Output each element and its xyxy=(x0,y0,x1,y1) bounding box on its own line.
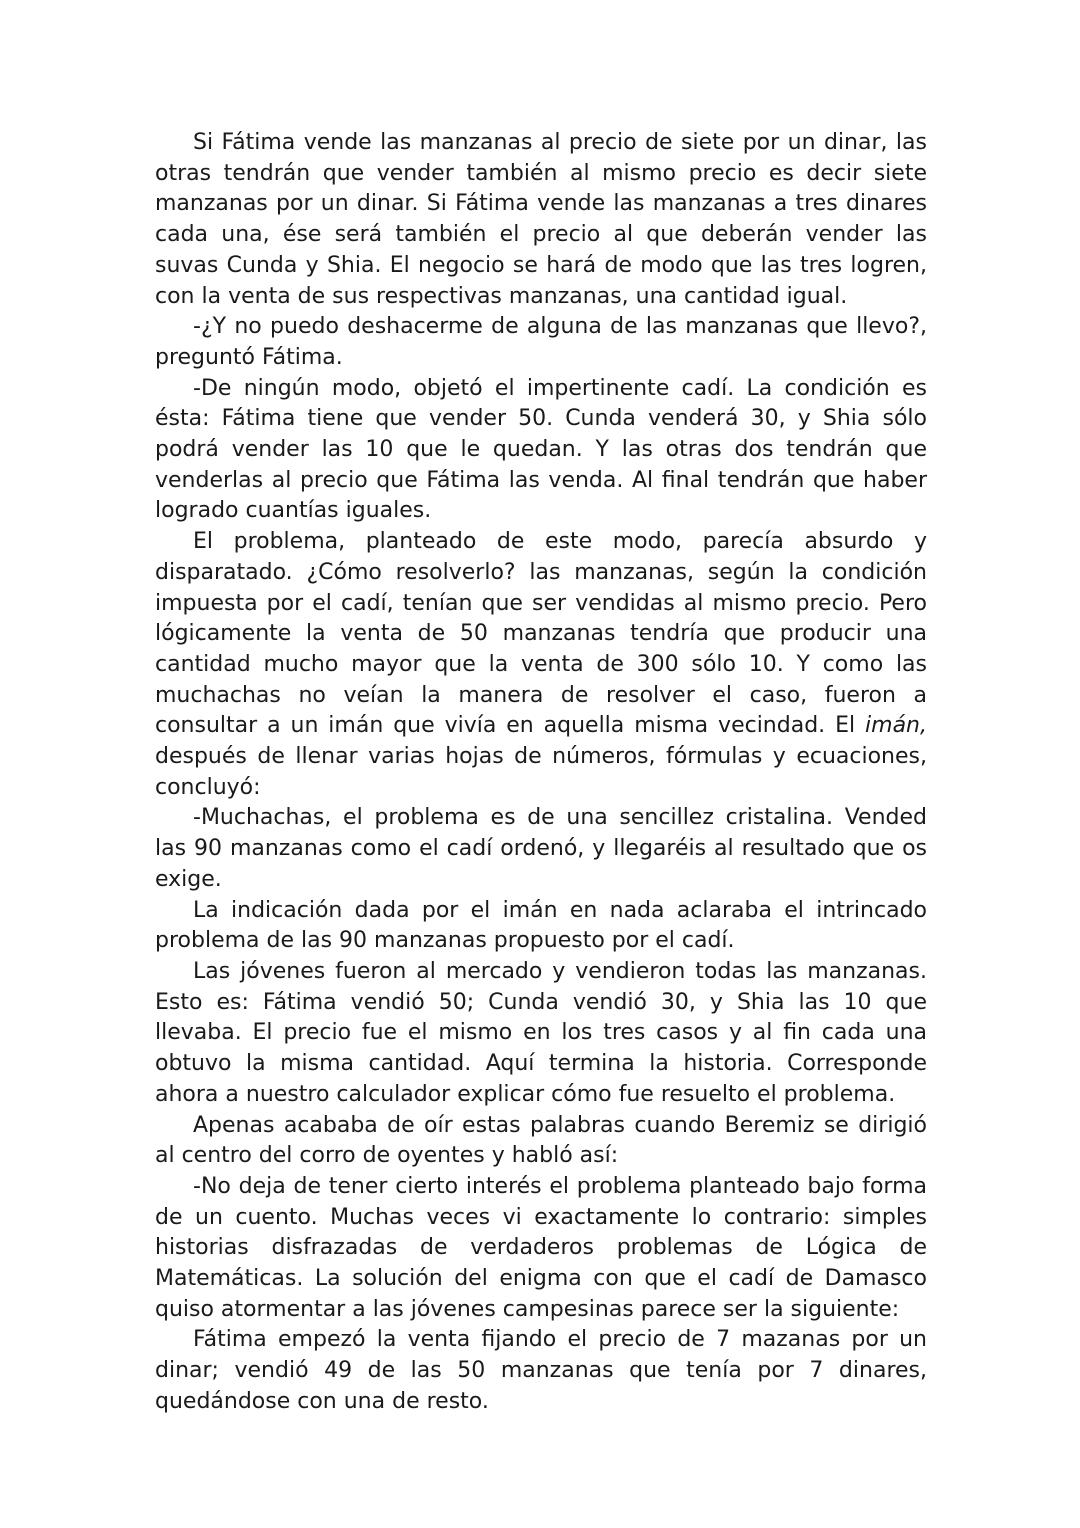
paragraph-4-italic-word: imán, xyxy=(865,713,927,739)
paragraph-6: La indicación dada por el imán en nada aclaraba el intrincado problema de las 90 manzanas propuesto por el cadí. xyxy=(155,897,927,954)
paragraph-5: -Muchachas, el problema es de una sencillez cristalina. Vended las 90 manzanas como el cadí ordenó, y llegaréis al resultado que os exige. xyxy=(155,805,927,892)
paragraph-2: -¿Y no puedo deshacerme de alguna de las manzanas que llevo?, preguntó Fátima. xyxy=(155,314,927,370)
document-page xyxy=(155,128,927,1418)
paragraph-1: Si Fátima vende las manzanas al precio de siete por un dinar, las otras tendrán que vender también al mismo precio es decir siete manzanas por un dinar. Si Fátima vende las manzanas a tres dinares cada una, ése será también el precio al que deberán vender las suvas Cunda y Shia. El negocio se hará de modo que las tres logren, con la venta de sus respectivas manzanas, una cantidad igual. xyxy=(155,130,927,309)
paragraph-9: -No deja de tener cierto interés el problema planteado bajo forma de un cuento. Muchas veces vi exactamente lo contrario: simples historias disfrazadas de verdaderos problemas de Lógica de Matemáticas. La solución del enigma con que el cadí de Damasco quiso atormentar a las jóvenes campesinas parece ser la siguiente: xyxy=(155,1173,927,1322)
paragraph-3: -De ningún modo, objetó el impertinente cadí. La condición es ésta: Fátima tiene que vender 50. Cunda venderá 30, y Shia sólo podrá vender las 10 que le quedan. Y las otras dos tendrán que venderlas al precio que Fátima las venda. Al final tendrán que haber logrado cuantías iguales. xyxy=(155,375,927,524)
paragraph-4 xyxy=(155,527,927,803)
paragraph-8: Apenas acababa de oír estas palabras cuando Beremiz se dirigió al centro del corro de oyentes y habló así: xyxy=(155,1112,927,1169)
paragraph-7: Las jóvenes fueron al mercado y vendieron todas las manzanas. Esto es: Fátima vendió 50; Cunda vendió 30, y Shia las 10 que llevaba. El precio fue el mismo en los tres casos y al fin cada una obtuvo la misma cantidad. Aquí termina la historia. Corresponde ahora a nuestro calculador explicar cómo fue resuelto el problema. xyxy=(155,958,927,1107)
paragraph-4-text-after: después de llenar varias hojas de números, fórmulas y ecuaciones, concluyó: xyxy=(155,744,927,800)
paragraph-4-text-before: El problema, planteado de este modo, parecía absurdo y disparatado. ¿Cómo resolverlo? las manzanas, según la condición impuesta por el cadí, tenían que ser vendidas al mismo precio. Pero lógicamente la venta de 50 manzanas tendría que producir una cantidad mucho mayor que la venta de 300 sólo 10. Y como las muchachas no veían la manera de resolver el caso, fueron a consultar a un imán que vivía en aquella misma vecindad. El xyxy=(155,529,927,739)
paragraph-10: Fátima empezó la venta fijando el precio de 7 mazanas por un dinar; vendió 49 de las 50 manzanas que tenía por 7 dinares, quedándose con una de resto. xyxy=(155,1327,927,1414)
